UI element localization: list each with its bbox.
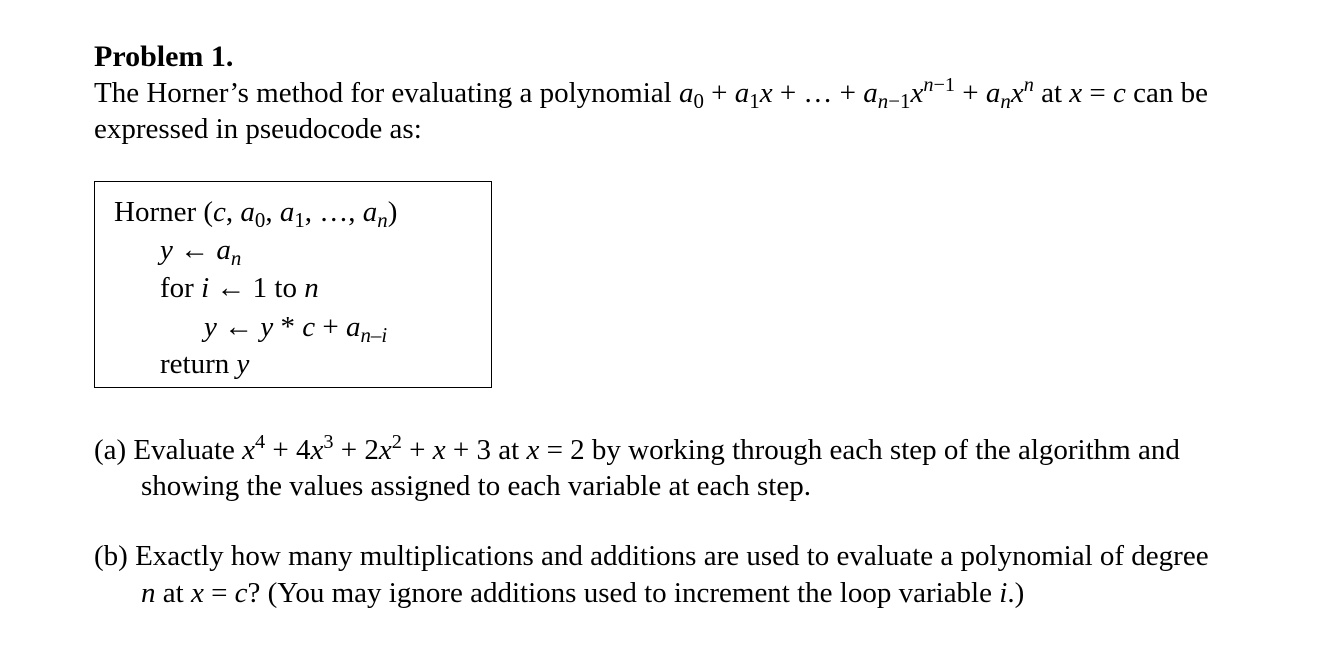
equals: = xyxy=(1082,77,1114,109)
param-a: a xyxy=(362,196,378,228)
part-a-line1 xyxy=(94,430,1180,466)
term: + 3 at xyxy=(445,434,527,466)
part-a-label: (a) Evaluate xyxy=(94,434,243,466)
sub-minus1: −1 xyxy=(888,88,911,113)
pseudocode-line-return xyxy=(160,350,249,379)
sub-0: 0 xyxy=(254,207,266,232)
var-i: i xyxy=(999,577,1008,609)
comma: , xyxy=(348,196,363,228)
part-a-rest: = 2 by working through each step of the algorithm and xyxy=(539,434,1180,466)
at-text: at xyxy=(1033,77,1070,109)
intro-tail: can be xyxy=(1125,77,1209,109)
sub-n: n xyxy=(230,245,242,270)
var-x: x xyxy=(910,77,924,109)
var-y: y xyxy=(160,234,173,266)
var-y: y xyxy=(260,311,274,343)
sup-minus1: −1 xyxy=(933,73,956,96)
equals: = xyxy=(203,577,235,609)
close-paren: ) xyxy=(387,196,398,228)
var-x: x xyxy=(526,434,540,466)
plus: + xyxy=(703,77,735,109)
var-x: x xyxy=(432,434,446,466)
ellipsis-plus: + … + xyxy=(772,77,864,109)
arrow: ← xyxy=(209,272,253,304)
var-x: x xyxy=(310,434,324,466)
var-n: n xyxy=(141,577,156,609)
var-c: c xyxy=(234,577,248,609)
sub-n: n xyxy=(377,207,388,232)
term: + 2 xyxy=(333,434,379,466)
pseudocode-line-for xyxy=(160,274,319,303)
sup-n-minus-1 xyxy=(923,74,955,96)
var-x: x xyxy=(1069,77,1083,109)
var-i: i xyxy=(201,272,210,304)
plus: + xyxy=(955,77,986,109)
keyword-return: return xyxy=(160,348,237,380)
var-c: c xyxy=(302,311,316,343)
term: + xyxy=(401,434,433,466)
var-a: a xyxy=(863,77,878,109)
term: + 4 xyxy=(265,434,311,466)
part-b-rest: ? (You may ignore additions used to increment the loop variable xyxy=(247,577,1000,609)
part-b-line1: (b) Exactly how many multiplications and additions are used to evaluate a polynomial of degree xyxy=(94,540,1209,572)
plus: + xyxy=(315,311,346,343)
range-text: 1 to xyxy=(252,272,305,304)
var-y: y xyxy=(236,348,250,380)
exp-2: 2 xyxy=(391,430,402,453)
sub-n-minus-1 xyxy=(878,89,911,113)
comma: , xyxy=(225,196,241,228)
param-a: a xyxy=(279,196,295,228)
var-a: a xyxy=(734,77,750,109)
keyword-for: for xyxy=(160,272,202,304)
exp-3: 3 xyxy=(323,430,334,453)
var-c: c xyxy=(1113,77,1126,109)
var-n: n xyxy=(304,272,319,304)
var-x: x xyxy=(242,434,256,466)
param-a: a xyxy=(240,196,255,228)
arrow: ← xyxy=(216,311,261,343)
var-y: y xyxy=(204,311,217,343)
pseudocode-line-init xyxy=(160,234,242,270)
var-a: a xyxy=(216,234,231,266)
part-a-line2: showing the values assigned to each variable at each step. xyxy=(141,470,811,502)
problem-intro-line1 xyxy=(94,73,1209,113)
comma: , xyxy=(304,196,320,228)
var-x: x xyxy=(1010,77,1024,109)
problem-heading: Problem 1. xyxy=(94,40,234,73)
var-a: a xyxy=(985,77,1001,109)
sup-n: n xyxy=(1023,73,1034,96)
problem-intro-line2: expressed in pseudocode as: xyxy=(94,113,422,145)
arrow: ← xyxy=(172,234,217,266)
param-c: c xyxy=(213,196,226,228)
intro-lead: The Horner’s method for evaluating a polynomial xyxy=(94,77,679,109)
sub-1: 1 xyxy=(749,88,760,113)
part-b-line2 xyxy=(141,579,1024,608)
var-x: x xyxy=(378,434,392,466)
sub-1: 1 xyxy=(294,207,305,232)
ellipsis: … xyxy=(319,196,349,228)
sub-n-minus-i: n–i xyxy=(360,322,388,347)
var-a: a xyxy=(678,77,694,109)
var-x: x xyxy=(190,577,204,609)
sub-0: 0 xyxy=(693,88,704,113)
exp-4: 4 xyxy=(255,430,266,453)
sub-n: n xyxy=(877,88,889,113)
pseudocode-line-signature xyxy=(114,196,398,232)
func-name: Horner ( xyxy=(114,196,214,228)
sup-n: n xyxy=(923,73,934,96)
sub-n: n xyxy=(1000,88,1011,113)
comma: , xyxy=(265,196,280,228)
var-x: x xyxy=(759,77,773,109)
times: * xyxy=(273,311,303,343)
var-a: a xyxy=(345,311,361,343)
pseudocode-line-update xyxy=(204,311,388,347)
at-text: at xyxy=(155,577,191,609)
part-b-end: .) xyxy=(1007,577,1025,609)
